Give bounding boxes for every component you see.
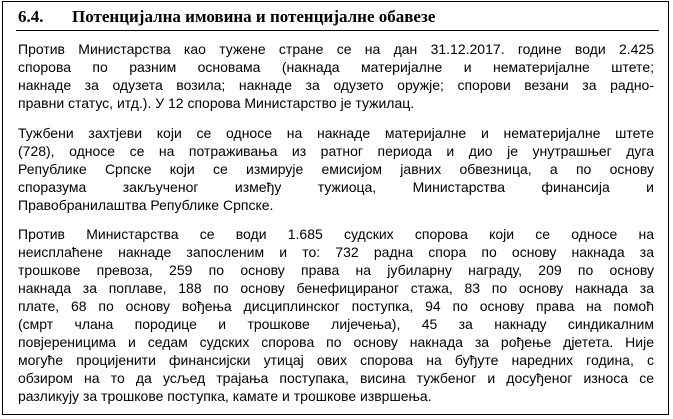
text-line: Правобранилаштва Републике Српске. — [18, 197, 274, 213]
text-line: накнада за поплаве, 188 по основу бенефицираног стажа, 83 по основу накнада за — [18, 280, 654, 296]
text-line: Против Министарства као тужене стране се на дан 31.12.2017. године води 2.425 — [18, 41, 654, 57]
text-line: неисплаћене накнаде запосленим и то: 732 радна спора по основу накнада за — [18, 244, 654, 260]
section-heading — [18, 7, 435, 27]
text-line: разликују за трошкове поступка, камате и трошкове извршења. — [18, 388, 432, 404]
text-line: трошкове превоза, 259 по основу права на јубиларну награду, 209 по основу — [18, 262, 654, 278]
text-line: Против Министарства се води 1.685 судских спорова који се односе на — [18, 226, 654, 242]
text-line: спорова по разним основама (накнада материјалне и нематеријалне штете; — [18, 59, 654, 75]
text-line: споразума закључeног између тужиоца, Министарства финансија и — [18, 179, 654, 195]
paragraph-employee-disputes — [18, 225, 654, 405]
heading-underline — [16, 30, 659, 31]
text-line: могуће процијенити финансијски утицај ових спорова на буђуте наредних година, с — [18, 352, 654, 368]
paragraph-total-disputes — [18, 40, 654, 112]
text-line: повјереницима и седам судских спорова по основу накнада за рођење дјетета. Није — [18, 334, 654, 350]
text-line: Тужбени захтјеви који се односе на накнаде материјалне и нематеријалне штете — [18, 125, 654, 141]
paragraph-damage-claims — [18, 124, 654, 214]
text-line: (728), односе се на потраживања из ратног периода и дио је унутрашњег дуга — [18, 143, 654, 159]
text-line: правни статус, итд.). У 12 спорова Министарство је тужилац. — [18, 95, 415, 111]
text-line: накнаде за одузета возила; накнаде за одузето оружје; спорови везани за радно- — [18, 77, 654, 93]
section-title: Потенцијална имовина и потенцијалне обавезе — [72, 7, 436, 26]
text-line: плате, 68 по основу вођења дисциплинског поступка, 94 по основу права на помоћ — [18, 298, 654, 314]
text-line: Републике Српске који се измирује емисијом јавних обвезница, а по основу — [18, 161, 654, 177]
text-line: обзиром на то да усљед трајања поступака, висина тужбеног и досуђеног износа се — [18, 370, 654, 386]
section-number: 6.4. — [18, 7, 44, 26]
text-line: (смрт члана породице и трошкове лијечења), 45 за накнаду синдикалним — [18, 316, 654, 332]
